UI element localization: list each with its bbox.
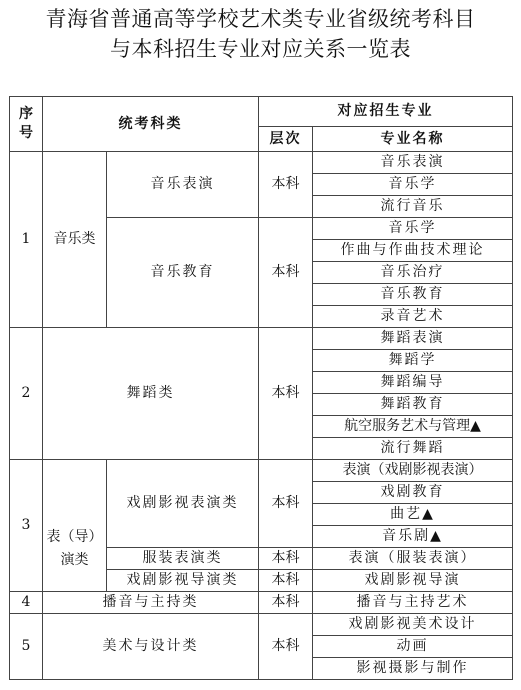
category-cell: 播音与主持类 <box>43 592 259 614</box>
level-cell: 本科 <box>259 218 313 328</box>
seq-cell: 4 <box>10 592 43 614</box>
category-cell: 舞蹈类 <box>43 328 259 460</box>
major-cell: 舞蹈编导 <box>313 372 513 394</box>
subject-cell: 音乐教育 <box>107 218 259 328</box>
page-title <box>0 4 521 64</box>
category-line-2: 演类 <box>60 551 89 568</box>
major-cell: 曲艺▲ <box>313 504 513 526</box>
title-line-2: 与本科招生专业对应关系一览表 <box>110 37 411 61</box>
header-level: 层次 <box>259 127 313 152</box>
level-cell: 本科 <box>259 592 313 614</box>
header-major-name: 专业名称 <box>313 127 513 152</box>
major-cell: 音乐表演 <box>313 152 513 174</box>
category-line-1: 表（导） <box>46 528 103 545</box>
table-row <box>10 460 513 482</box>
major-cell: 戏剧影视导演 <box>313 570 513 592</box>
seq-cell: 1 <box>10 152 43 328</box>
header-enroll-major: 对应招生专业 <box>259 97 513 127</box>
header-row-1 <box>10 97 513 127</box>
level-cell: 本科 <box>259 152 313 218</box>
major-cell: 音乐剧▲ <box>313 526 513 548</box>
level-cell: 本科 <box>259 614 313 680</box>
subject-cell: 服装表演类 <box>107 548 259 570</box>
level-cell: 本科 <box>259 570 313 592</box>
table-row <box>10 592 513 614</box>
seq-cell: 3 <box>10 460 43 592</box>
major-cell: 舞蹈教育 <box>313 394 513 416</box>
level-cell: 本科 <box>259 548 313 570</box>
major-cell: 舞蹈学 <box>313 350 513 372</box>
major-cell: 音乐治疗 <box>313 262 513 284</box>
major-cell: 作曲与作曲技术理论 <box>313 240 513 262</box>
major-cell: 播音与主持艺术 <box>313 592 513 614</box>
subject-cell: 音乐表演 <box>107 152 259 218</box>
major-cell: 流行音乐 <box>313 196 513 218</box>
level-cell: 本科 <box>259 460 313 548</box>
major-cell: 音乐学 <box>313 218 513 240</box>
table-row <box>10 328 513 350</box>
table-row <box>10 614 513 636</box>
major-cell: 影视摄影与制作 <box>313 658 513 680</box>
major-cell: 表演（戏剧影视表演） <box>313 460 513 482</box>
seq-cell: 5 <box>10 614 43 680</box>
subject-mapping-table <box>9 96 513 680</box>
table-row <box>10 152 513 174</box>
major-cell: 音乐教育 <box>313 284 513 306</box>
subject-cell: 戏剧影视表演类 <box>107 460 259 548</box>
major-cell: 流行舞蹈 <box>313 438 513 460</box>
subject-cell: 戏剧影视导演类 <box>107 570 259 592</box>
major-cell: 舞蹈表演 <box>313 328 513 350</box>
major-cell: 音乐学 <box>313 174 513 196</box>
major-cell: 表演（服装表演） <box>313 548 513 570</box>
title-line-1: 青海省普通高等学校艺术类专业省级统考科目 <box>45 7 476 31</box>
major-cell: 录音艺术 <box>313 306 513 328</box>
header-exam-subject: 统考科类 <box>43 97 259 152</box>
major-cell: 航空服务艺术与管理▲ <box>313 416 513 438</box>
category-cell: 美术与设计类 <box>43 614 259 680</box>
major-cell: 动画 <box>313 636 513 658</box>
category-cell <box>43 460 107 592</box>
category-cell: 音乐类 <box>43 152 107 328</box>
seq-cell: 2 <box>10 328 43 460</box>
major-cell: 戏剧影视美术设计 <box>313 614 513 636</box>
major-cell: 戏剧教育 <box>313 482 513 504</box>
header-seq: 序号 <box>10 97 43 152</box>
level-cell: 本科 <box>259 328 313 460</box>
